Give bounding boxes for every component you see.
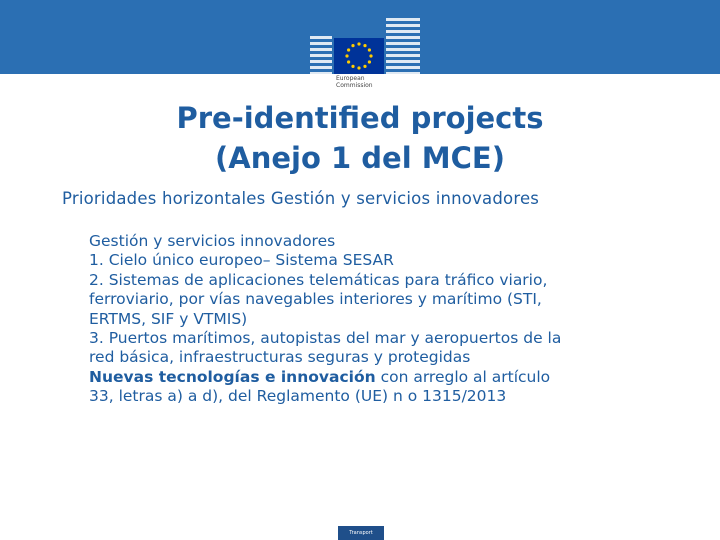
slide-title [110, 98, 610, 178]
body-emphasis: Nuevas tecnologías e innovación [89, 367, 376, 386]
title-line-2: (Anejo 1 del MCE) [215, 141, 505, 175]
body-line: red básica, infraestructuras seguras y protegidas [89, 348, 471, 367]
body-line: ERTMS, SIF y VTMIS) [89, 309, 248, 328]
body-line: ferroviario, por vías navegables interiores y marítimo (STI, [89, 290, 542, 309]
slide-body [89, 232, 689, 407]
body-line: Gestión y servicios innovadores [89, 232, 336, 250]
body-line [89, 368, 689, 387]
body-line: 33, letras a) a d), del Reglamento (UE) n o 1315/2013 [89, 387, 507, 406]
body-line: 2. Sistemas de aplicaciones telemáticas para tráfico viario, [89, 270, 548, 289]
logo-caption: European Commission [336, 75, 373, 89]
slide-subtitle: Prioridades horizontales Gestión y servicios innovadores [62, 189, 540, 208]
footer-badge: Transport [338, 526, 384, 540]
body-line-rest: con arreglo al artículo [375, 367, 551, 386]
body-line: 1. Cielo único europeo– Sistema SESAR [89, 251, 394, 270]
body-line: 3. Puertos marítimos, autopistas del mar y aeropuertos de la [89, 329, 562, 348]
title-line-1: Pre-identified projects [176, 101, 544, 135]
